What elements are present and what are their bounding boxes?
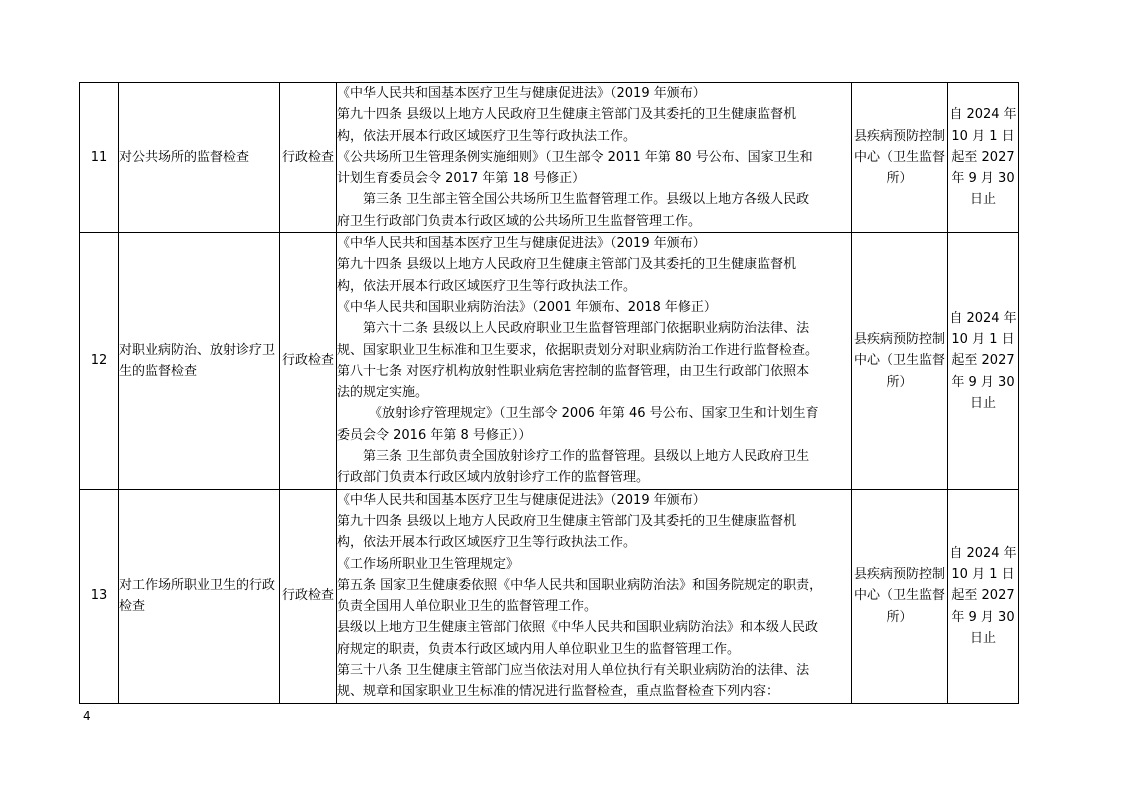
table-row bbox=[80, 233, 1019, 490]
basis-line: 第九十四条 县级以上地方人民政府卫生健康主管部门及其委托的卫生健康监督机 bbox=[337, 257, 797, 273]
row-number: 11 bbox=[80, 83, 119, 233]
basis-line: 第八十七条 对医疗机构放射性职业病危害控制的监督管理，由卫生行政部门依照本 bbox=[337, 363, 810, 379]
basis-line: 第三十八条 卫生健康主管部门应当依法对用人单位执行有关职业病防治的法律、法 bbox=[337, 663, 810, 679]
legal-basis bbox=[337, 233, 852, 490]
table-row bbox=[80, 83, 1019, 233]
validity-period: 自 2024 年 10 月 1 日起至 2027 年 9 月 30 日止 bbox=[948, 489, 1019, 703]
basis-line: 《中华人民共和国基本医疗卫生与健康促进法》（2019 年颁布） bbox=[337, 492, 706, 508]
basis-line: 第九十四条 县级以上地方人民政府卫生健康主管部门及其委托的卫生健康监督机 bbox=[337, 513, 797, 529]
basis-line: 计划生育委员会令 2017 年第 18 号修正） bbox=[337, 171, 586, 187]
enforcement-agency: 县疾病预防控制中心（卫生监督所） bbox=[852, 233, 948, 490]
inspection-type: 行政检查 bbox=[280, 83, 337, 233]
basis-line: 行政部门负责本行政区域内放射诊疗工作的监督管理。 bbox=[337, 470, 650, 486]
basis-line: 《中华人民共和国基本医疗卫生与健康促进法》（2019 年颁布） bbox=[337, 236, 706, 252]
table-row bbox=[80, 489, 1019, 703]
validity-period: 自 2024 年 10 月 1 日起至 2027 年 9 月 30 日止 bbox=[948, 83, 1019, 233]
basis-line: 第五条 国家卫生健康委依照《中华人民共和国职业病防治法》和国务院规定的职责， bbox=[337, 577, 823, 593]
validity-period: 自 2024 年 10 月 1 日起至 2027 年 9 月 30 日止 bbox=[948, 233, 1019, 490]
inspection-item: 对工作场所职业卫生的行政检查 bbox=[119, 489, 280, 703]
basis-line: 构，依法开展本行政区域医疗卫生等行政执法工作。 bbox=[337, 278, 637, 294]
basis-line: 《中华人民共和国职业病防治法》（2001 年颁布、2018 年修正） bbox=[337, 299, 717, 315]
basis-line: 县级以上地方卫生健康主管部门依照《中华人民共和国职业病防治法》和本级人民政 bbox=[337, 620, 819, 636]
basis-line: 第六十二条 县级以上人民政府职业卫生监督管理部门依据职业病防治法律、法 bbox=[363, 321, 810, 337]
inspection-item: 对公共场所的监督检查 bbox=[119, 83, 280, 233]
row-number: 12 bbox=[80, 233, 119, 490]
basis-line: 第三条 卫生部负责全国放射诊疗工作的监督管理。县级以上地方人民政府卫生 bbox=[363, 449, 810, 465]
basis-line: 《放射诊疗管理规定》（卫生部令 2006 年第 46 号公布、国家卫生和计划生育 bbox=[369, 406, 819, 422]
regulation-table bbox=[79, 82, 1019, 704]
basis-line: 《公共场所卫生管理条例实施细则》（卫生部令 2011 年第 80 号公布、国家卫生和 bbox=[337, 149, 813, 165]
basis-line: 构，依法开展本行政区域医疗卫生等行政执法工作。 bbox=[337, 128, 637, 144]
page-number: 4 bbox=[83, 709, 91, 723]
inspection-item: 对职业病防治、放射诊疗卫生的监督检查 bbox=[119, 233, 280, 490]
basis-line: 法的规定实施。 bbox=[337, 385, 429, 401]
basis-line: 府规定的职责，负责本行政区域内用人单位职业卫生的监督管理工作。 bbox=[337, 641, 741, 657]
basis-line: 负责全国用人单位职业卫生的监督管理工作。 bbox=[337, 599, 598, 615]
inspection-type: 行政检查 bbox=[280, 233, 337, 490]
enforcement-agency: 县疾病预防控制中心（卫生监督所） bbox=[852, 83, 948, 233]
basis-line: 规、国家职业卫生标准和卫生要求，依据职责划分对职业病防治工作进行监督检查。 bbox=[337, 342, 819, 358]
basis-line: 第九十四条 县级以上地方人民政府卫生健康主管部门及其委托的卫生健康监督机 bbox=[337, 107, 797, 123]
basis-line: 《工作场所职业卫生管理规定》 bbox=[337, 556, 520, 572]
basis-line: 构，依法开展本行政区域医疗卫生等行政执法工作。 bbox=[337, 535, 637, 551]
legal-basis bbox=[337, 489, 852, 703]
basis-line: 府卫生行政部门负责本行政区域的公共场所卫生监督管理工作。 bbox=[337, 213, 702, 229]
basis-line: 委员会令 2016 年第 8 号修正）） bbox=[337, 427, 532, 443]
basis-line: 第三条 卫生部主管全国公共场所卫生监督管理工作。县级以上地方各级人民政 bbox=[363, 192, 810, 208]
legal-basis bbox=[337, 83, 852, 233]
inspection-type: 行政检查 bbox=[280, 489, 337, 703]
basis-line: 规、规章和国家职业卫生标准的情况进行监督检查，重点监督检查下列内容： bbox=[337, 684, 780, 700]
enforcement-agency: 县疾病预防控制中心（卫生监督所） bbox=[852, 489, 948, 703]
basis-line: 《中华人民共和国基本医疗卫生与健康促进法》（2019 年颁布） bbox=[337, 86, 706, 101]
row-number: 13 bbox=[80, 489, 119, 703]
